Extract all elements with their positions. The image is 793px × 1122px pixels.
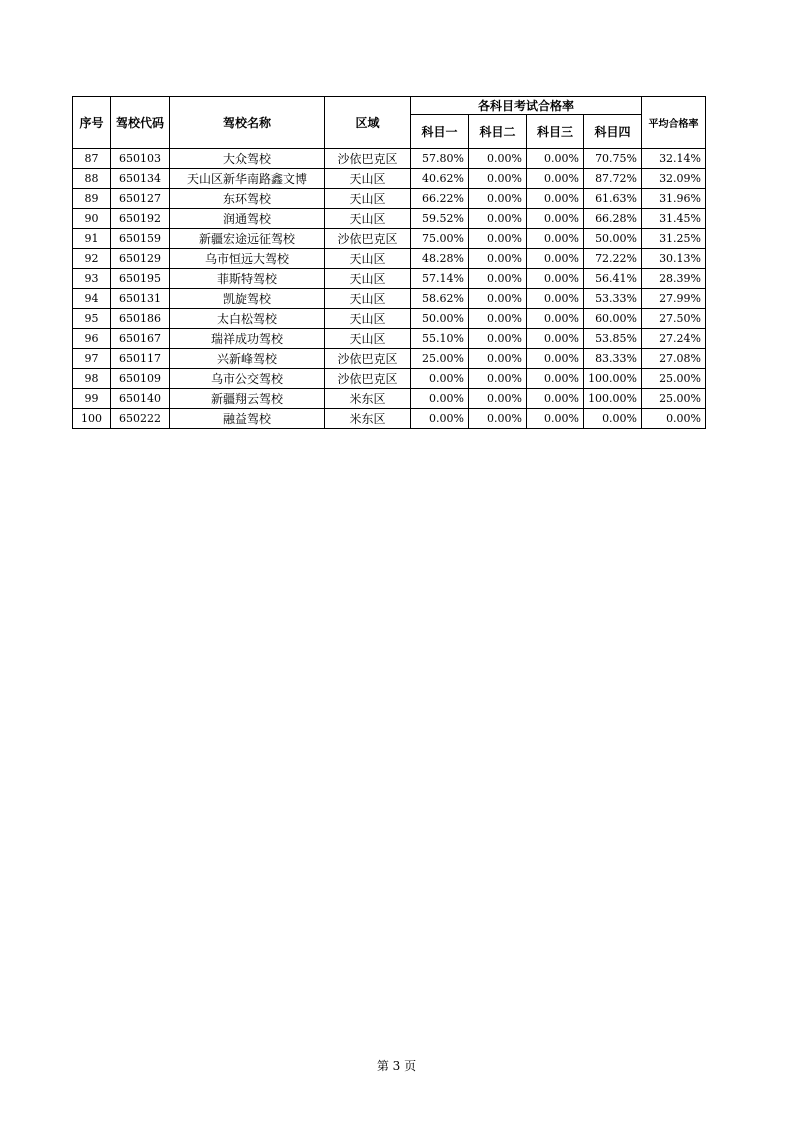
cell-average-rate: 27.50%	[642, 309, 706, 329]
cell-subject3-rate: 0.00%	[527, 389, 584, 409]
cell-subject3-rate: 0.00%	[527, 289, 584, 309]
cell-no: 97	[73, 349, 111, 369]
cell-subject4-rate: 0.00%	[584, 409, 642, 429]
cell-subject1-rate: 57.80%	[411, 149, 469, 169]
cell-subject3-rate: 0.00%	[527, 269, 584, 289]
cell-average-rate: 27.24%	[642, 329, 706, 349]
cell-subject2-rate: 0.00%	[469, 349, 527, 369]
cell-school-name: 润通驾校	[170, 209, 325, 229]
cell-district: 天山区	[325, 329, 411, 349]
cell-no: 87	[73, 149, 111, 169]
cell-subject2-rate: 0.00%	[469, 169, 527, 189]
header-subject-group: 各科目考试合格率	[411, 97, 642, 115]
cell-subject4-rate: 83.33%	[584, 349, 642, 369]
cell-average-rate: 31.96%	[642, 189, 706, 209]
cell-subject2-rate: 0.00%	[469, 369, 527, 389]
cell-subject4-rate: 61.63%	[584, 189, 642, 209]
cell-code: 650109	[111, 369, 170, 389]
cell-code: 650186	[111, 309, 170, 329]
cell-no: 88	[73, 169, 111, 189]
cell-subject4-rate: 87.72%	[584, 169, 642, 189]
cell-subject2-rate: 0.00%	[469, 309, 527, 329]
cell-code: 650222	[111, 409, 170, 429]
cell-subject1-rate: 40.62%	[411, 169, 469, 189]
cell-district: 沙依巴克区	[325, 149, 411, 169]
cell-code: 650131	[111, 289, 170, 309]
cell-district: 天山区	[325, 189, 411, 209]
cell-school-name: 太白松驾校	[170, 309, 325, 329]
cell-subject1-rate: 50.00%	[411, 309, 469, 329]
cell-subject2-rate: 0.00%	[469, 269, 527, 289]
cell-code: 650129	[111, 249, 170, 269]
header-code: 驾校代码	[111, 97, 170, 149]
table-row	[73, 169, 706, 189]
table-row	[73, 229, 706, 249]
cell-subject2-rate: 0.00%	[469, 149, 527, 169]
header-district: 区域	[325, 97, 411, 149]
cell-subject4-rate: 100.00%	[584, 369, 642, 389]
cell-subject1-rate: 59.52%	[411, 209, 469, 229]
cell-code: 650192	[111, 209, 170, 229]
cell-subject2-rate: 0.00%	[469, 189, 527, 209]
table-row	[73, 289, 706, 309]
cell-code: 650117	[111, 349, 170, 369]
cell-subject2-rate: 0.00%	[469, 289, 527, 309]
table-row	[73, 309, 706, 329]
cell-district: 天山区	[325, 289, 411, 309]
cell-code: 650134	[111, 169, 170, 189]
cell-code: 650103	[111, 149, 170, 169]
cell-code: 650140	[111, 389, 170, 409]
cell-school-name: 新疆翔云驾校	[170, 389, 325, 409]
header-name: 驾校名称	[170, 97, 325, 149]
cell-school-name: 凯旋驾校	[170, 289, 325, 309]
header-subject3: 科目三	[527, 115, 584, 149]
cell-district: 天山区	[325, 249, 411, 269]
cell-no: 90	[73, 209, 111, 229]
cell-district: 沙依巴克区	[325, 369, 411, 389]
cell-average-rate: 30.13%	[642, 249, 706, 269]
cell-subject1-rate: 0.00%	[411, 369, 469, 389]
cell-subject4-rate: 72.22%	[584, 249, 642, 269]
cell-average-rate: 32.14%	[642, 149, 706, 169]
cell-subject4-rate: 70.75%	[584, 149, 642, 169]
table-body	[73, 149, 706, 429]
cell-school-name: 大众驾校	[170, 149, 325, 169]
header-no: 序号	[73, 97, 111, 149]
cell-subject4-rate: 50.00%	[584, 229, 642, 249]
cell-subject4-rate: 56.41%	[584, 269, 642, 289]
table-row	[73, 209, 706, 229]
cell-no: 93	[73, 269, 111, 289]
table-row	[73, 149, 706, 169]
cell-school-name: 乌市恒远大驾校	[170, 249, 325, 269]
cell-subject4-rate: 53.85%	[584, 329, 642, 349]
cell-school-name: 瑞祥成功驾校	[170, 329, 325, 349]
cell-subject2-rate: 0.00%	[469, 389, 527, 409]
cell-district: 沙依巴克区	[325, 229, 411, 249]
table-row	[73, 369, 706, 389]
cell-subject1-rate: 58.62%	[411, 289, 469, 309]
cell-district: 米东区	[325, 389, 411, 409]
cell-subject2-rate: 0.00%	[469, 249, 527, 269]
cell-average-rate: 25.00%	[642, 389, 706, 409]
cell-subject2-rate: 0.00%	[469, 409, 527, 429]
cell-subject1-rate: 57.14%	[411, 269, 469, 289]
cell-subject1-rate: 0.00%	[411, 389, 469, 409]
cell-no: 98	[73, 369, 111, 389]
table-row	[73, 189, 706, 209]
cell-average-rate: 25.00%	[642, 369, 706, 389]
cell-subject4-rate: 60.00%	[584, 309, 642, 329]
cell-no: 92	[73, 249, 111, 269]
cell-school-name: 东环驾校	[170, 189, 325, 209]
cell-subject2-rate: 0.00%	[469, 229, 527, 249]
cell-subject1-rate: 25.00%	[411, 349, 469, 369]
cell-school-name: 兴新峰驾校	[170, 349, 325, 369]
cell-subject3-rate: 0.00%	[527, 369, 584, 389]
cell-no: 94	[73, 289, 111, 309]
cell-district: 天山区	[325, 269, 411, 289]
table-row	[73, 349, 706, 369]
cell-subject4-rate: 66.28%	[584, 209, 642, 229]
cell-district: 天山区	[325, 209, 411, 229]
cell-school-name: 菲斯特驾校	[170, 269, 325, 289]
table-row	[73, 409, 706, 429]
cell-average-rate: 28.39%	[642, 269, 706, 289]
pass-rate-table	[72, 96, 706, 429]
cell-no: 89	[73, 189, 111, 209]
table-row	[73, 329, 706, 349]
header-subject2: 科目二	[469, 115, 527, 149]
cell-subject3-rate: 0.00%	[527, 329, 584, 349]
cell-no: 91	[73, 229, 111, 249]
header-subject4: 科目四	[584, 115, 642, 149]
cell-district: 天山区	[325, 169, 411, 189]
cell-average-rate: 0.00%	[642, 409, 706, 429]
header-subject1: 科目一	[411, 115, 469, 149]
cell-school-name: 天山区新华南路鑫文博	[170, 169, 325, 189]
cell-subject3-rate: 0.00%	[527, 209, 584, 229]
cell-average-rate: 27.99%	[642, 289, 706, 309]
cell-subject3-rate: 0.00%	[527, 309, 584, 329]
cell-no: 95	[73, 309, 111, 329]
cell-district: 米东区	[325, 409, 411, 429]
cell-subject1-rate: 0.00%	[411, 409, 469, 429]
cell-subject1-rate: 48.28%	[411, 249, 469, 269]
page-number: 第 3 页	[376, 1059, 417, 1073]
cell-subject1-rate: 75.00%	[411, 229, 469, 249]
cell-no: 96	[73, 329, 111, 349]
cell-subject3-rate: 0.00%	[527, 169, 584, 189]
cell-school-name: 乌市公交驾校	[170, 369, 325, 389]
cell-subject2-rate: 0.00%	[469, 329, 527, 349]
cell-subject2-rate: 0.00%	[469, 209, 527, 229]
cell-subject3-rate: 0.00%	[527, 409, 584, 429]
cell-code: 650167	[111, 329, 170, 349]
cell-subject3-rate: 0.00%	[527, 189, 584, 209]
cell-school-name: 融益驾校	[170, 409, 325, 429]
cell-subject3-rate: 0.00%	[527, 349, 584, 369]
cell-no: 100	[73, 409, 111, 429]
cell-average-rate: 31.25%	[642, 229, 706, 249]
cell-average-rate: 32.09%	[642, 169, 706, 189]
cell-school-name: 新疆宏途远征驾校	[170, 229, 325, 249]
table-row	[73, 249, 706, 269]
cell-subject3-rate: 0.00%	[527, 149, 584, 169]
header-average: 平均合格率	[642, 97, 706, 149]
cell-subject1-rate: 66.22%	[411, 189, 469, 209]
table-row	[73, 269, 706, 289]
cell-subject3-rate: 0.00%	[527, 229, 584, 249]
cell-subject3-rate: 0.00%	[527, 249, 584, 269]
cell-code: 650127	[111, 189, 170, 209]
cell-code: 650159	[111, 229, 170, 249]
table-row	[73, 389, 706, 409]
cell-subject1-rate: 55.10%	[411, 329, 469, 349]
cell-code: 650195	[111, 269, 170, 289]
cell-district: 沙依巴克区	[325, 349, 411, 369]
cell-average-rate: 31.45%	[642, 209, 706, 229]
cell-subject4-rate: 53.33%	[584, 289, 642, 309]
cell-subject4-rate: 100.00%	[584, 389, 642, 409]
cell-district: 天山区	[325, 309, 411, 329]
cell-average-rate: 27.08%	[642, 349, 706, 369]
table-header	[73, 97, 706, 149]
cell-no: 99	[73, 389, 111, 409]
